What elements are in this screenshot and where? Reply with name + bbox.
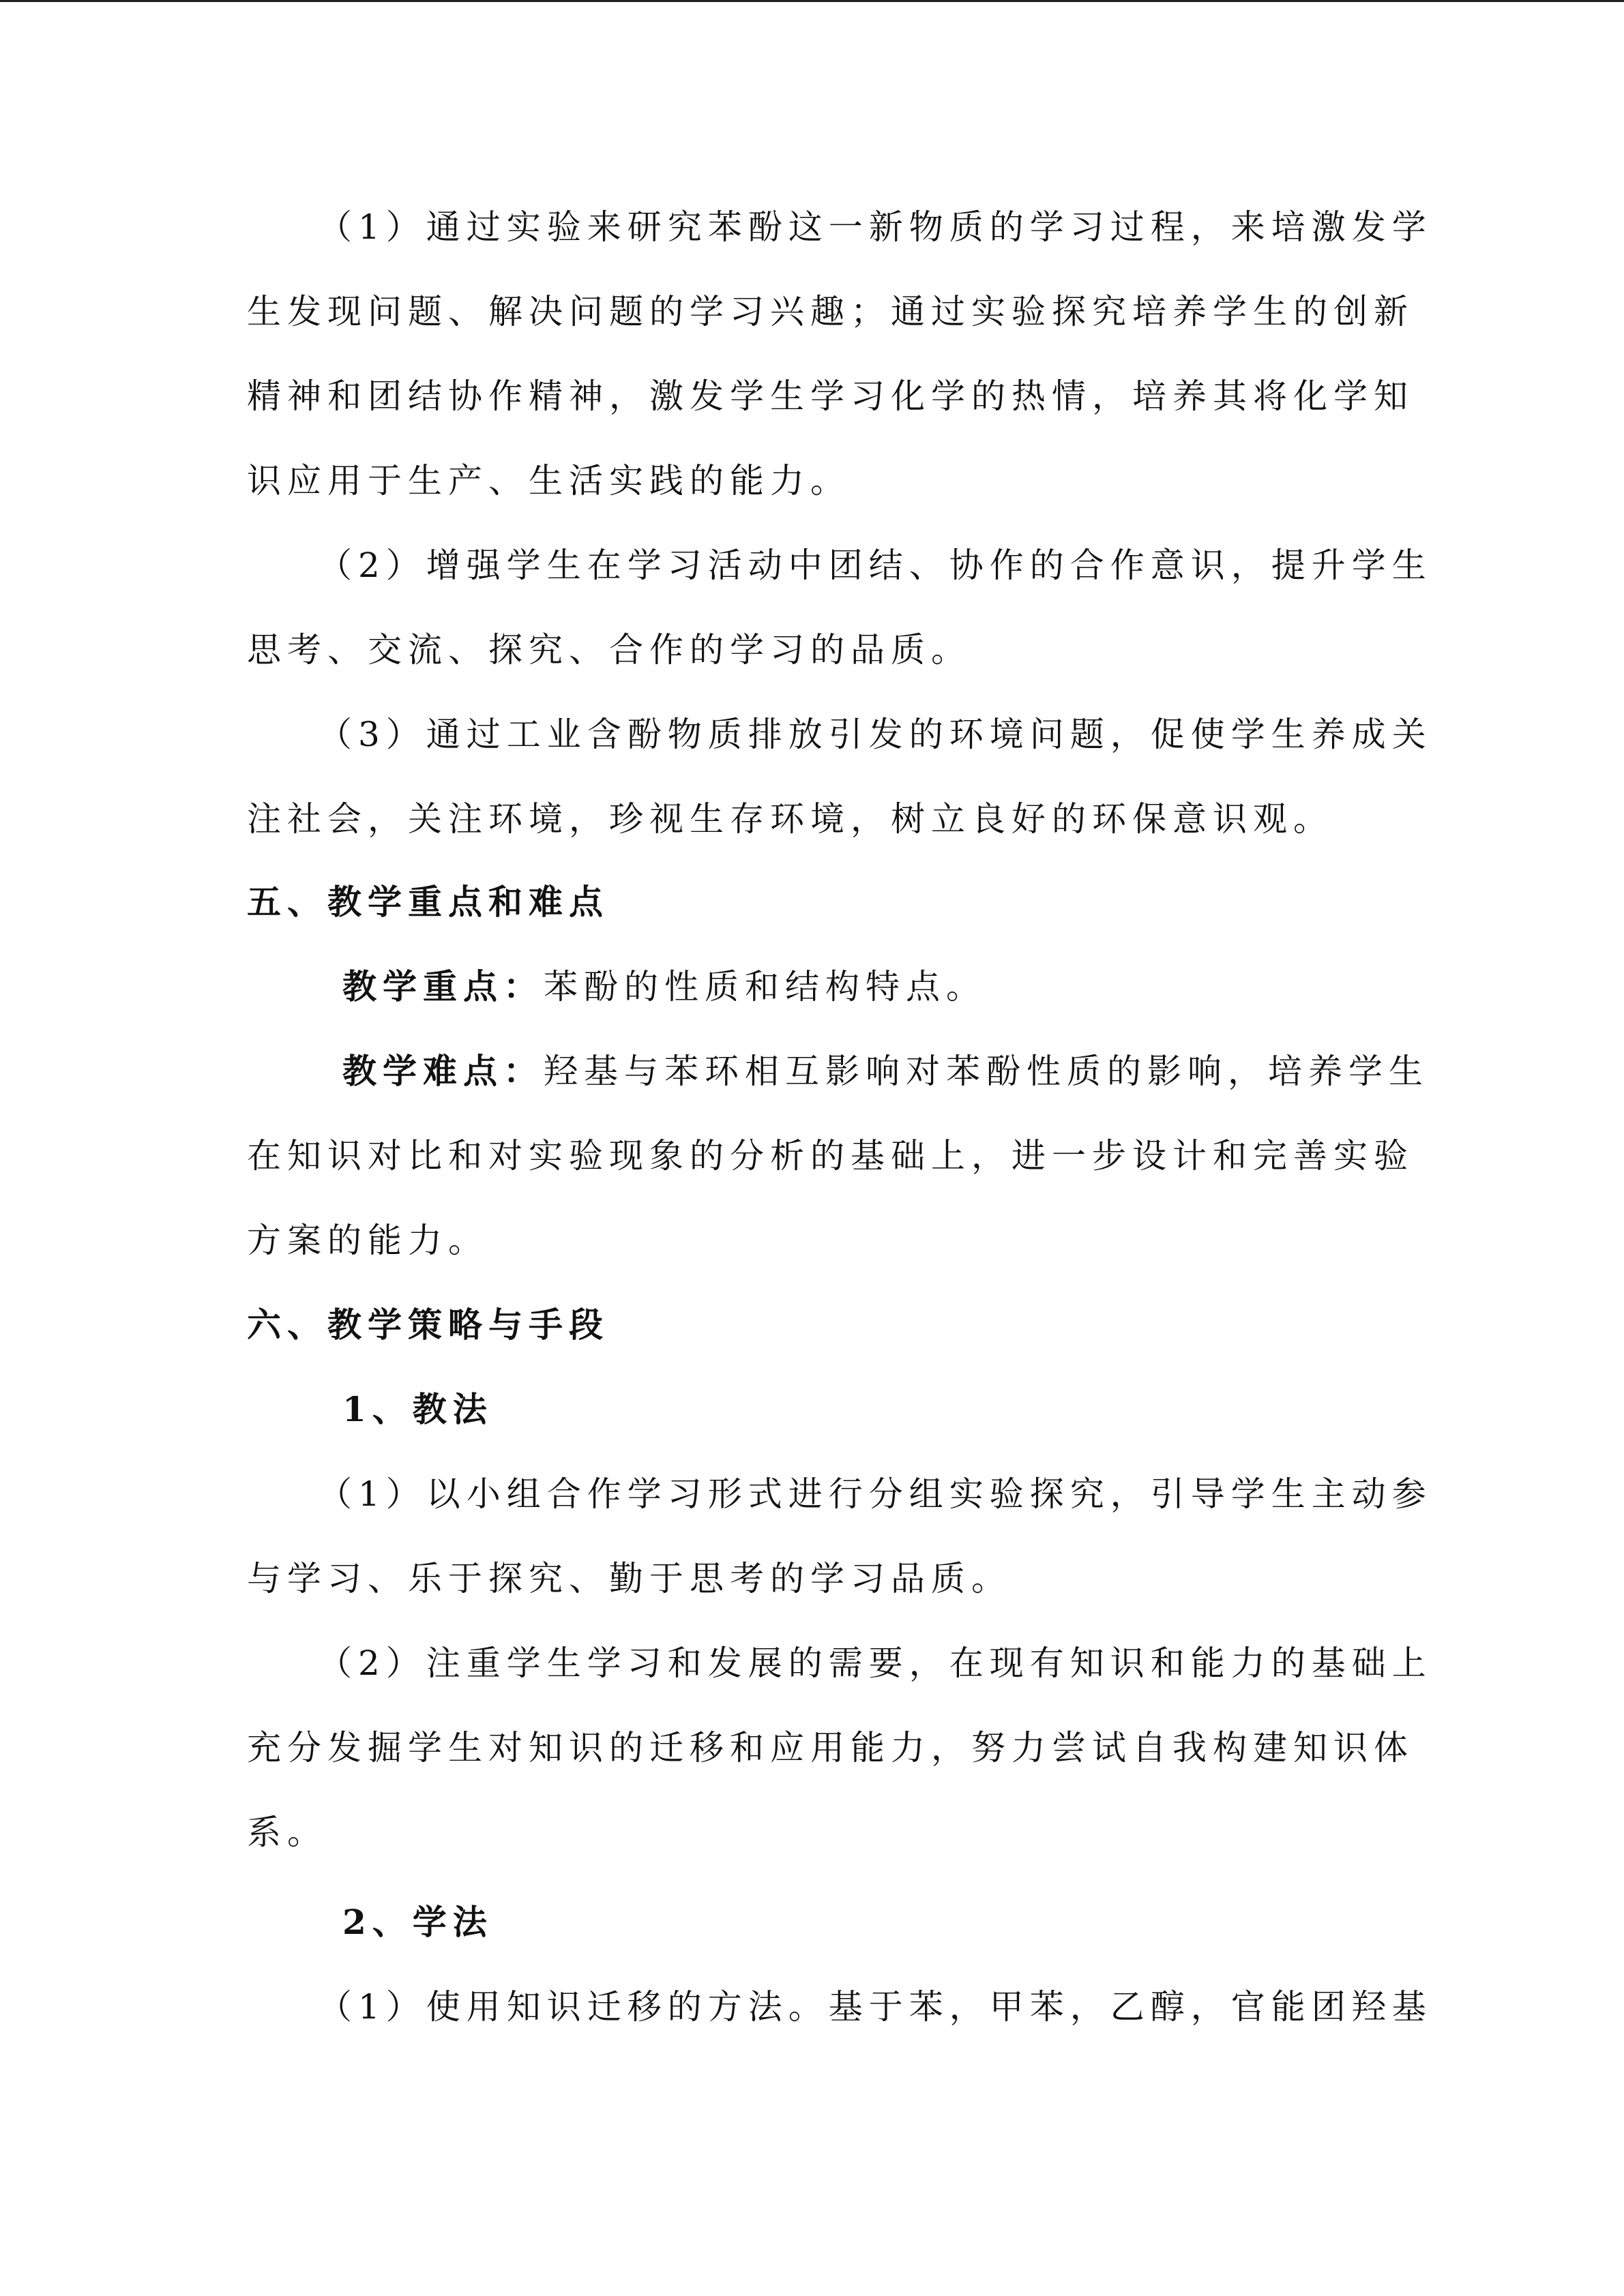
difficult-point-label: 教学难点： bbox=[342, 1051, 544, 1091]
key-point-row bbox=[342, 961, 986, 1013]
teaching-method-heading: 1、教法 bbox=[342, 1389, 493, 1429]
section-5-heading: 五、教学重点和难点 bbox=[247, 882, 609, 922]
objective-3-line-2: 注社会，关注环境，珍视生存环境，树立良好的环保意识观。 bbox=[247, 799, 1333, 839]
section-6-heading: 六、教学策略与手段 bbox=[247, 1304, 609, 1345]
difficult-point-line-3: 方案的能力。 bbox=[247, 1221, 488, 1260]
learning-method-1-line-1: （1）使用知识迁移的方法。基于苯，甲苯，乙醇，官能团羟基 bbox=[318, 1987, 1432, 2027]
key-point-label: 教学重点： bbox=[342, 966, 544, 1007]
objective-2-line-2: 思考、交流、探究、合作的学习的品质。 bbox=[247, 630, 971, 670]
difficult-point-line-2: 在知识对比和对实验现象的分析的基础上，进一步设计和完善实验 bbox=[247, 1136, 1414, 1176]
objective-1-line-4: 识应用于生产、生活实践的能力。 bbox=[247, 461, 851, 501]
objective-2-line-1: （2）增强学生在学习活动中团结、协作的合作意识，提升学生 bbox=[318, 546, 1432, 585]
key-point-text: 苯酚的性质和结构特点。 bbox=[544, 967, 986, 1007]
learning-method-heading: 2、学法 bbox=[342, 1902, 493, 1942]
top-border-line bbox=[0, 0, 1624, 2]
objective-1-line-2: 生发现问题、解决问题的学习兴趣；通过实验探究培养学生的创新 bbox=[247, 292, 1414, 331]
difficult-point-row bbox=[342, 1045, 1429, 1097]
teaching-method-1-line-1: （1）以小组合作学习形式进行分组实验探究，引导学生主动参 bbox=[318, 1474, 1432, 1514]
difficult-point-text-1: 羟基与苯环相互影响对苯酚性质的影响，培养学生 bbox=[544, 1052, 1429, 1091]
objective-1-line-3: 精神和团结协作精神，激发学生学习化学的热情，培养其将化学知 bbox=[247, 376, 1414, 416]
teaching-method-1-line-2: 与学习、乐于探究、勤于思考的学习品质。 bbox=[247, 1559, 1012, 1598]
teaching-method-2-line-2: 充分发掘学生对知识的迁移和应用能力，努力尝试自我构建知识体 bbox=[247, 1728, 1414, 1768]
teaching-method-2-line-1: （2）注重学生学习和发展的需要，在现有知识和能力的基础上 bbox=[318, 1643, 1432, 1683]
teaching-method-2-line-3: 系。 bbox=[247, 1813, 327, 1852]
objective-3-line-1: （3）通过工业含酚物质排放引发的环境问题，促使学生养成关 bbox=[318, 715, 1432, 754]
objective-1-line-1: （1）通过实验来研究苯酚这一新物质的学习过程，来培激发学 bbox=[318, 207, 1432, 247]
